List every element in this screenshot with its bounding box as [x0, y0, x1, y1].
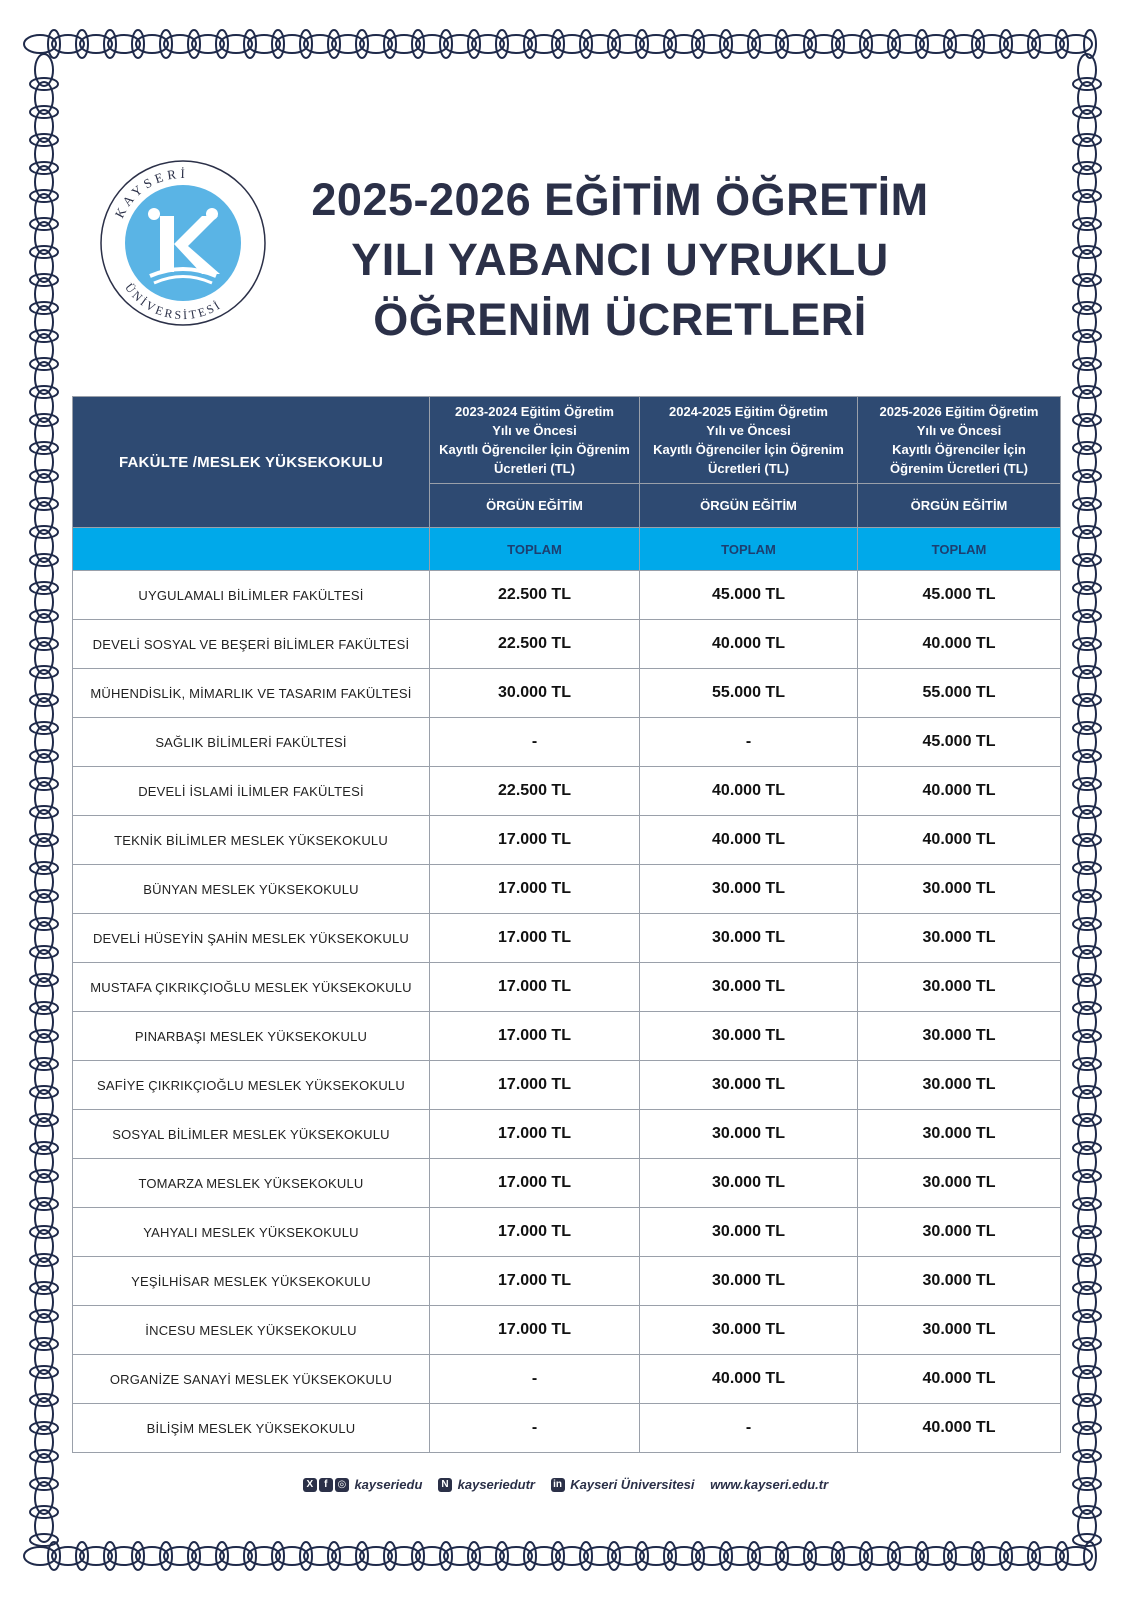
- border-ornament: [1073, 638, 1101, 650]
- faculty-name-cell: BİLİŞİM MESLEK YÜKSEKOKULU: [73, 1404, 430, 1453]
- fee-2023-2024-cell: 30.000 TL: [430, 669, 640, 718]
- border-ornament: [1073, 806, 1101, 818]
- fee-2024-2025-cell: -: [640, 718, 858, 767]
- fee-2025-2026-cell: 30.000 TL: [858, 1061, 1061, 1110]
- border-ornament: [1073, 218, 1101, 230]
- border-ornament: [30, 302, 58, 314]
- border-ornament: [30, 1282, 58, 1294]
- border-ornament: [1073, 834, 1101, 846]
- table-row: [73, 767, 1061, 816]
- border-ornament: [496, 30, 508, 58]
- fee-2023-2024-cell: 17.000 TL: [430, 1159, 640, 1208]
- table-row: [73, 1306, 1061, 1355]
- border-ornament: [1073, 778, 1101, 790]
- border-ornament: [1073, 1030, 1101, 1042]
- faculty-name-cell: İNCESU MESLEK YÜKSEKOKULU: [73, 1306, 430, 1355]
- fee-2025-2026-cell: 30.000 TL: [858, 1306, 1061, 1355]
- border-ornament: [30, 890, 58, 902]
- border-ornament: [916, 1542, 928, 1570]
- border-ornament: [1073, 1422, 1101, 1434]
- border-ornament: [720, 1542, 732, 1570]
- fee-2024-2025-cell: 30.000 TL: [640, 1159, 858, 1208]
- fee-table-body: [73, 571, 1061, 1453]
- border-ornament: [1073, 1226, 1101, 1238]
- border-ornament: [832, 30, 844, 58]
- border-ornament: [888, 30, 900, 58]
- border-ornament: [30, 386, 58, 398]
- border-ornament: [30, 1534, 58, 1546]
- fee-2024-2025-cell: -: [640, 1404, 858, 1453]
- border-ornament: [30, 190, 58, 202]
- border-ornament: [30, 862, 58, 874]
- border-ornament: [1073, 974, 1101, 986]
- border-ornament: [30, 1366, 58, 1378]
- border-ornament: [552, 30, 564, 58]
- fee-2023-2024-cell: 22.500 TL: [430, 571, 640, 620]
- border-ornament: [132, 30, 144, 58]
- border-ornament: [160, 30, 172, 58]
- facebook-icon: f: [319, 1478, 333, 1492]
- total-label: TOPLAM: [430, 528, 640, 571]
- border-ornament: [1073, 1338, 1101, 1350]
- fee-2023-2024-cell: 17.000 TL: [430, 963, 640, 1012]
- fee-2024-2025-cell: 30.000 TL: [640, 865, 858, 914]
- border-ornament: [356, 1542, 368, 1570]
- border-ornament: [1028, 30, 1040, 58]
- border-ornament: [608, 1542, 620, 1570]
- border-ornament: [30, 750, 58, 762]
- border-ornament: [1073, 1394, 1101, 1406]
- border-ornament: [412, 30, 424, 58]
- x-twitter-icon: X: [303, 1478, 317, 1492]
- table-row: [73, 1208, 1061, 1257]
- border-ornament: [1073, 1506, 1101, 1518]
- border-ornament: [608, 30, 620, 58]
- border-ornament: [1073, 1254, 1101, 1266]
- page-title: [270, 170, 970, 350]
- border-ornament: [30, 498, 58, 510]
- border-ornament: [76, 30, 88, 58]
- faculty-name-cell: DEVELİ İSLAMİ İLİMLER FAKÜLTESİ: [73, 767, 430, 816]
- total-label: TOPLAM: [858, 528, 1061, 571]
- fee-2024-2025-cell: 30.000 TL: [640, 963, 858, 1012]
- border-ornament: [748, 30, 760, 58]
- border-ornament: [272, 1542, 284, 1570]
- border-ornament: [30, 694, 58, 706]
- table-row: [73, 963, 1061, 1012]
- fee-2024-2025-cell: 30.000 TL: [640, 1061, 858, 1110]
- table-row: [73, 669, 1061, 718]
- footer: [0, 1476, 1131, 1492]
- border-ornament: [1073, 386, 1101, 398]
- border-ornament: [244, 1542, 256, 1570]
- border-ornament: [300, 30, 312, 58]
- instagram-icon: ◎: [335, 1478, 349, 1492]
- border-ornament: [30, 1170, 58, 1182]
- border-ornament: [30, 946, 58, 958]
- fee-2024-2025-cell: 30.000 TL: [640, 1257, 858, 1306]
- fee-2023-2024-cell: 17.000 TL: [430, 865, 640, 914]
- border-ornament: [832, 1542, 844, 1570]
- border-ornament: [804, 1542, 816, 1570]
- border-ornament: [1073, 582, 1101, 594]
- linkedin-icon: in: [551, 1478, 565, 1492]
- border-ornament: [30, 1450, 58, 1462]
- faculty-name-cell: DEVELİ SOSYAL VE BEŞERİ BİLİMLER FAKÜLTESİ: [73, 620, 430, 669]
- border-ornament: [1073, 610, 1101, 622]
- faculty-name-cell: PINARBAŞI MESLEK YÜKSEKOKULU: [73, 1012, 430, 1061]
- border-ornament: [916, 30, 928, 58]
- border-ornament: [860, 30, 872, 58]
- total-row-blank: [73, 528, 430, 571]
- border-ornament: [1073, 190, 1101, 202]
- border-ornament: [328, 30, 340, 58]
- fee-2023-2024-cell: 17.000 TL: [430, 1208, 640, 1257]
- fee-2024-2025-cell: 30.000 TL: [640, 914, 858, 963]
- social-handle: kayseriedutr: [457, 1476, 535, 1492]
- sub-header-orgun-egitim: ÖRGÜN EĞİTİM: [430, 484, 640, 528]
- border-ornament: [1073, 78, 1101, 90]
- border-ornament: [1073, 1058, 1101, 1070]
- fee-2025-2026-cell: 30.000 TL: [858, 1208, 1061, 1257]
- border-ornament: [132, 1542, 144, 1570]
- sub-header-orgun-egitim: ÖRGÜN EĞİTİM: [858, 484, 1061, 528]
- border-ornament: [216, 1542, 228, 1570]
- border-ornament: [1073, 890, 1101, 902]
- border-ornament: [776, 1542, 788, 1570]
- table-row: [73, 1110, 1061, 1159]
- border-ornament: [48, 30, 60, 58]
- fee-2023-2024-cell: 22.500 TL: [430, 767, 640, 816]
- title-line-3: ÖĞRENİM ÜCRETLERİ: [373, 294, 867, 345]
- border-ornament: [30, 1254, 58, 1266]
- fee-2023-2024-cell: 17.000 TL: [430, 914, 640, 963]
- border-ornament: [1073, 1114, 1101, 1126]
- fee-2025-2026-cell: 30.000 TL: [858, 865, 1061, 914]
- fee-2023-2024-cell: 17.000 TL: [430, 1012, 640, 1061]
- table-row: [73, 620, 1061, 669]
- border-ornament: [1073, 918, 1101, 930]
- border-ornament: [272, 30, 284, 58]
- border-ornament: [244, 30, 256, 58]
- border-ornament: [30, 78, 58, 90]
- border-ornament: [30, 918, 58, 930]
- fee-2025-2026-cell: 40.000 TL: [858, 620, 1061, 669]
- fee-2025-2026-cell: 40.000 TL: [858, 816, 1061, 865]
- border-ornament: [30, 778, 58, 790]
- border-ornament: [30, 582, 58, 594]
- border-ornament: [160, 1542, 172, 1570]
- border-ornament: [1073, 1002, 1101, 1014]
- border-ornament: [1073, 274, 1101, 286]
- fee-2023-2024-cell: 22.500 TL: [430, 620, 640, 669]
- border-ornament: [30, 1142, 58, 1154]
- fee-2025-2026-cell: 40.000 TL: [858, 767, 1061, 816]
- border-ornament: [30, 1030, 58, 1042]
- border-ornament: [30, 162, 58, 174]
- border-ornament: [692, 30, 704, 58]
- border-ornament: [1073, 414, 1101, 426]
- fee-2025-2026-cell: 30.000 TL: [858, 1257, 1061, 1306]
- table-row: [73, 1061, 1061, 1110]
- linkedin-name: Kayseri Üniversitesi: [570, 1476, 695, 1492]
- border-ornament: [328, 1542, 340, 1570]
- border-ornament: [30, 806, 58, 818]
- border-ornament: [412, 1542, 424, 1570]
- border-ornament: [30, 1058, 58, 1070]
- fee-2024-2025-cell: 55.000 TL: [640, 669, 858, 718]
- border-ornament: [1073, 862, 1101, 874]
- border-ornament: [188, 1542, 200, 1570]
- faculty-name-cell: YEŞİLHİSAR MESLEK YÜKSEKOKULU: [73, 1257, 430, 1306]
- fee-2025-2026-cell: 45.000 TL: [858, 571, 1061, 620]
- table-row: [73, 571, 1061, 620]
- border-ornament: [1000, 1542, 1012, 1570]
- border-ornament: [440, 30, 452, 58]
- faculty-name-cell: MÜHENDİSLİK, MİMARLIK VE TASARIM FAKÜLTESİ: [73, 669, 430, 718]
- faculty-name-cell: TEKNİK BİLİMLER MESLEK YÜKSEKOKULU: [73, 816, 430, 865]
- border-ornament: [496, 1542, 508, 1570]
- fee-2023-2024-cell: 17.000 TL: [430, 1257, 640, 1306]
- fee-2024-2025-cell: 30.000 TL: [640, 1110, 858, 1159]
- faculty-name-cell: SAFİYE ÇIKRIKÇIOĞLU MESLEK YÜKSEKOKULU: [73, 1061, 430, 1110]
- border-ornament: [1073, 470, 1101, 482]
- faculty-name-cell: TOMARZA MESLEK YÜKSEKOKULU: [73, 1159, 430, 1208]
- social-group-1[interactable]: [303, 1477, 423, 1493]
- social-handle: kayseriedu: [354, 1476, 423, 1492]
- border-ornament: [972, 1542, 984, 1570]
- table-row: [73, 1404, 1061, 1453]
- border-ornament: [30, 1338, 58, 1350]
- faculty-name-cell: ORGANİZE SANAYİ MESLEK YÜKSEKOKULU: [73, 1355, 430, 1404]
- border-ornament: [30, 106, 58, 118]
- fee-2023-2024-cell: 17.000 TL: [430, 816, 640, 865]
- border-ornament: [1073, 246, 1101, 258]
- border-ornament: [30, 1506, 58, 1518]
- border-ornament: [30, 610, 58, 622]
- border-ornament: [30, 554, 58, 566]
- border-ornament: [1073, 330, 1101, 342]
- table-row: [73, 816, 1061, 865]
- title-line-1: 2025-2026 EĞİTİM ÖĞRETİM: [311, 174, 929, 225]
- border-ornament: [30, 834, 58, 846]
- border-ornament: [1073, 750, 1101, 762]
- border-ornament: [30, 1394, 58, 1406]
- border-ornament: [1073, 106, 1101, 118]
- border-ornament: [524, 1542, 536, 1570]
- border-ornament: [1056, 1542, 1068, 1570]
- faculty-name-cell: DEVELİ HÜSEYİN ŞAHİN MESLEK YÜKSEKOKULU: [73, 914, 430, 963]
- border-ornament: [524, 30, 536, 58]
- border-ornament: [30, 722, 58, 734]
- border-ornament: [664, 1542, 676, 1570]
- fee-2025-2026-cell: 30.000 TL: [858, 963, 1061, 1012]
- faculty-name-cell: BÜNYAN MESLEK YÜKSEKOKULU: [73, 865, 430, 914]
- border-ornament: [30, 638, 58, 650]
- border-ornament: [30, 442, 58, 454]
- faculty-name-cell: MUSTAFA ÇIKRIKÇIOĞLU MESLEK YÜKSEKOKULU: [73, 963, 430, 1012]
- fee-2025-2026-cell: 30.000 TL: [858, 1110, 1061, 1159]
- border-ornament: [1028, 1542, 1040, 1570]
- border-ornament: [944, 1542, 956, 1570]
- border-ornament: [30, 974, 58, 986]
- border-ornament: [1073, 1282, 1101, 1294]
- fee-2024-2025-cell: 40.000 TL: [640, 1355, 858, 1404]
- border-ornament: [1073, 1086, 1101, 1098]
- border-ornament: [1073, 162, 1101, 174]
- fee-2023-2024-cell: 17.000 TL: [430, 1306, 640, 1355]
- university-logo: [98, 158, 268, 328]
- border-ornament: [440, 1542, 452, 1570]
- table-row: [73, 1355, 1061, 1404]
- fee-2024-2025-cell: 30.000 TL: [640, 1012, 858, 1061]
- border-ornament: [1056, 30, 1068, 58]
- border-ornament: [468, 1542, 480, 1570]
- faculty-name-cell: UYGULAMALI BİLİMLER FAKÜLTESİ: [73, 571, 430, 620]
- border-ornament: [30, 246, 58, 258]
- border-ornament: [30, 1198, 58, 1210]
- border-ornament: [636, 1542, 648, 1570]
- border-ornament: [1073, 1310, 1101, 1322]
- border-ornament: [30, 666, 58, 678]
- border-ornament: [636, 30, 648, 58]
- fee-2025-2026-cell: 40.000 TL: [858, 1404, 1061, 1453]
- border-ornament: [1073, 498, 1101, 510]
- border-ornament: [776, 30, 788, 58]
- table-row: [73, 1257, 1061, 1306]
- table-row: [73, 1159, 1061, 1208]
- border-ornament: [1073, 1450, 1101, 1462]
- border-ornament: [30, 218, 58, 230]
- fee-2025-2026-cell: 30.000 TL: [858, 1159, 1061, 1208]
- column-header-2023-2024: 2023-2024 Eğitim Öğretim Yılı ve Öncesi Kayıtlı Öğrenciler İçin Öğrenim Ücretleri (TL): [430, 397, 640, 484]
- border-ornament: [1073, 526, 1101, 538]
- border-ornament: [1073, 666, 1101, 678]
- border-ornament: [188, 30, 200, 58]
- fee-2023-2024-cell: 17.000 TL: [430, 1110, 640, 1159]
- border-ornament: [384, 30, 396, 58]
- border-ornament: [552, 1542, 564, 1570]
- border-ornament: [30, 1422, 58, 1434]
- fee-2023-2024-cell: 17.000 TL: [430, 1061, 640, 1110]
- total-label: TOPLAM: [640, 528, 858, 571]
- border-ornament: [30, 330, 58, 342]
- border-ornament: [30, 358, 58, 370]
- title-line-2: YILI YABANCI UYRUKLU: [351, 234, 889, 285]
- border-ornament: [30, 1310, 58, 1322]
- border-ornament: [30, 134, 58, 146]
- table-row: [73, 914, 1061, 963]
- border-ornament: [300, 1542, 312, 1570]
- fee-2024-2025-cell: 40.000 TL: [640, 620, 858, 669]
- table-row: [73, 1012, 1061, 1061]
- border-ornament: [1073, 1170, 1101, 1182]
- border-ornament: [1073, 554, 1101, 566]
- border-ornament: [1073, 1366, 1101, 1378]
- table-row: [73, 865, 1061, 914]
- border-ornament: [216, 30, 228, 58]
- border-ornament: [1073, 1142, 1101, 1154]
- column-header-2024-2025: 2024-2025 Eğitim Öğretim Yılı ve Öncesi Kayıtlı Öğrenciler İçin Öğrenim Ücretleri (TL): [640, 397, 858, 484]
- border-ornament: [1073, 134, 1101, 146]
- border-ornament: [76, 1542, 88, 1570]
- fee-2025-2026-cell: 30.000 TL: [858, 914, 1061, 963]
- border-ornament: [748, 1542, 760, 1570]
- fee-2024-2025-cell: 40.000 TL: [640, 767, 858, 816]
- border-ornament: [30, 1226, 58, 1238]
- social-group-3[interactable]: [551, 1477, 695, 1493]
- border-ornament: [104, 1542, 116, 1570]
- border-ornament: [30, 526, 58, 538]
- border-ornament: [30, 1086, 58, 1098]
- border-ornament: [30, 1114, 58, 1126]
- fee-2023-2024-cell: -: [430, 718, 640, 767]
- column-header-2025-2026: 2025-2026 Eğitim Öğretim Yılı ve Öncesi Kayıtlı Öğrenciler İçin Öğrenim Ücretleri (TL): [858, 397, 1061, 484]
- border-ornament: [468, 30, 480, 58]
- border-ornament: [1073, 722, 1101, 734]
- sub-header-orgun-egitim: ÖRGÜN EĞİTİM: [640, 484, 858, 528]
- border-ornament: [1073, 946, 1101, 958]
- fee-table: [72, 396, 1061, 1453]
- logo-top-text: KAYSERİ: [111, 165, 189, 221]
- border-ornament: [30, 470, 58, 482]
- border-ornament: [972, 30, 984, 58]
- border-ornament: [664, 30, 676, 58]
- border-ornament: [30, 414, 58, 426]
- website-link[interactable]: www.kayseri.edu.tr: [710, 1477, 829, 1493]
- fee-2025-2026-cell: 45.000 TL: [858, 718, 1061, 767]
- faculty-name-cell: SOSYAL BİLİMLER MESLEK YÜKSEKOKULU: [73, 1110, 430, 1159]
- border-ornament: [860, 1542, 872, 1570]
- fee-2025-2026-cell: 55.000 TL: [858, 669, 1061, 718]
- fee-2023-2024-cell: -: [430, 1355, 640, 1404]
- fee-2023-2024-cell: -: [430, 1404, 640, 1453]
- table-row: [73, 718, 1061, 767]
- border-ornament: [944, 30, 956, 58]
- logo-bottom-text: ÜNİVERSİTESİ: [122, 280, 225, 323]
- border-ornament: [384, 1542, 396, 1570]
- faculty-name-cell: SAĞLIK BİLİMLERİ FAKÜLTESİ: [73, 718, 430, 767]
- fee-2025-2026-cell: 40.000 TL: [858, 1355, 1061, 1404]
- fee-2024-2025-cell: 30.000 TL: [640, 1306, 858, 1355]
- border-ornament: [1073, 694, 1101, 706]
- nsosyal-icon: N: [438, 1478, 452, 1492]
- border-ornament: [30, 274, 58, 286]
- border-ornament: [580, 30, 592, 58]
- faculty-name-cell: YAHYALI MESLEK YÜKSEKOKULU: [73, 1208, 430, 1257]
- border-ornament: [1073, 358, 1101, 370]
- border-ornament: [888, 1542, 900, 1570]
- border-ornament: [1073, 1198, 1101, 1210]
- border-ornament: [1073, 442, 1101, 454]
- faculty-column-header: FAKÜLTE /MESLEK YÜKSEKOKULU: [73, 397, 430, 528]
- fee-2024-2025-cell: 30.000 TL: [640, 1208, 858, 1257]
- border-ornament: [356, 30, 368, 58]
- fee-2024-2025-cell: 40.000 TL: [640, 816, 858, 865]
- fee-2025-2026-cell: 30.000 TL: [858, 1012, 1061, 1061]
- border-ornament: [30, 1002, 58, 1014]
- border-ornament: [1073, 302, 1101, 314]
- border-ornament: [804, 30, 816, 58]
- border-ornament: [692, 1542, 704, 1570]
- border-ornament: [580, 1542, 592, 1570]
- border-ornament: [1000, 30, 1012, 58]
- border-ornament: [720, 30, 732, 58]
- social-group-2[interactable]: [438, 1477, 535, 1493]
- fee-2024-2025-cell: 45.000 TL: [640, 571, 858, 620]
- border-ornament: [104, 30, 116, 58]
